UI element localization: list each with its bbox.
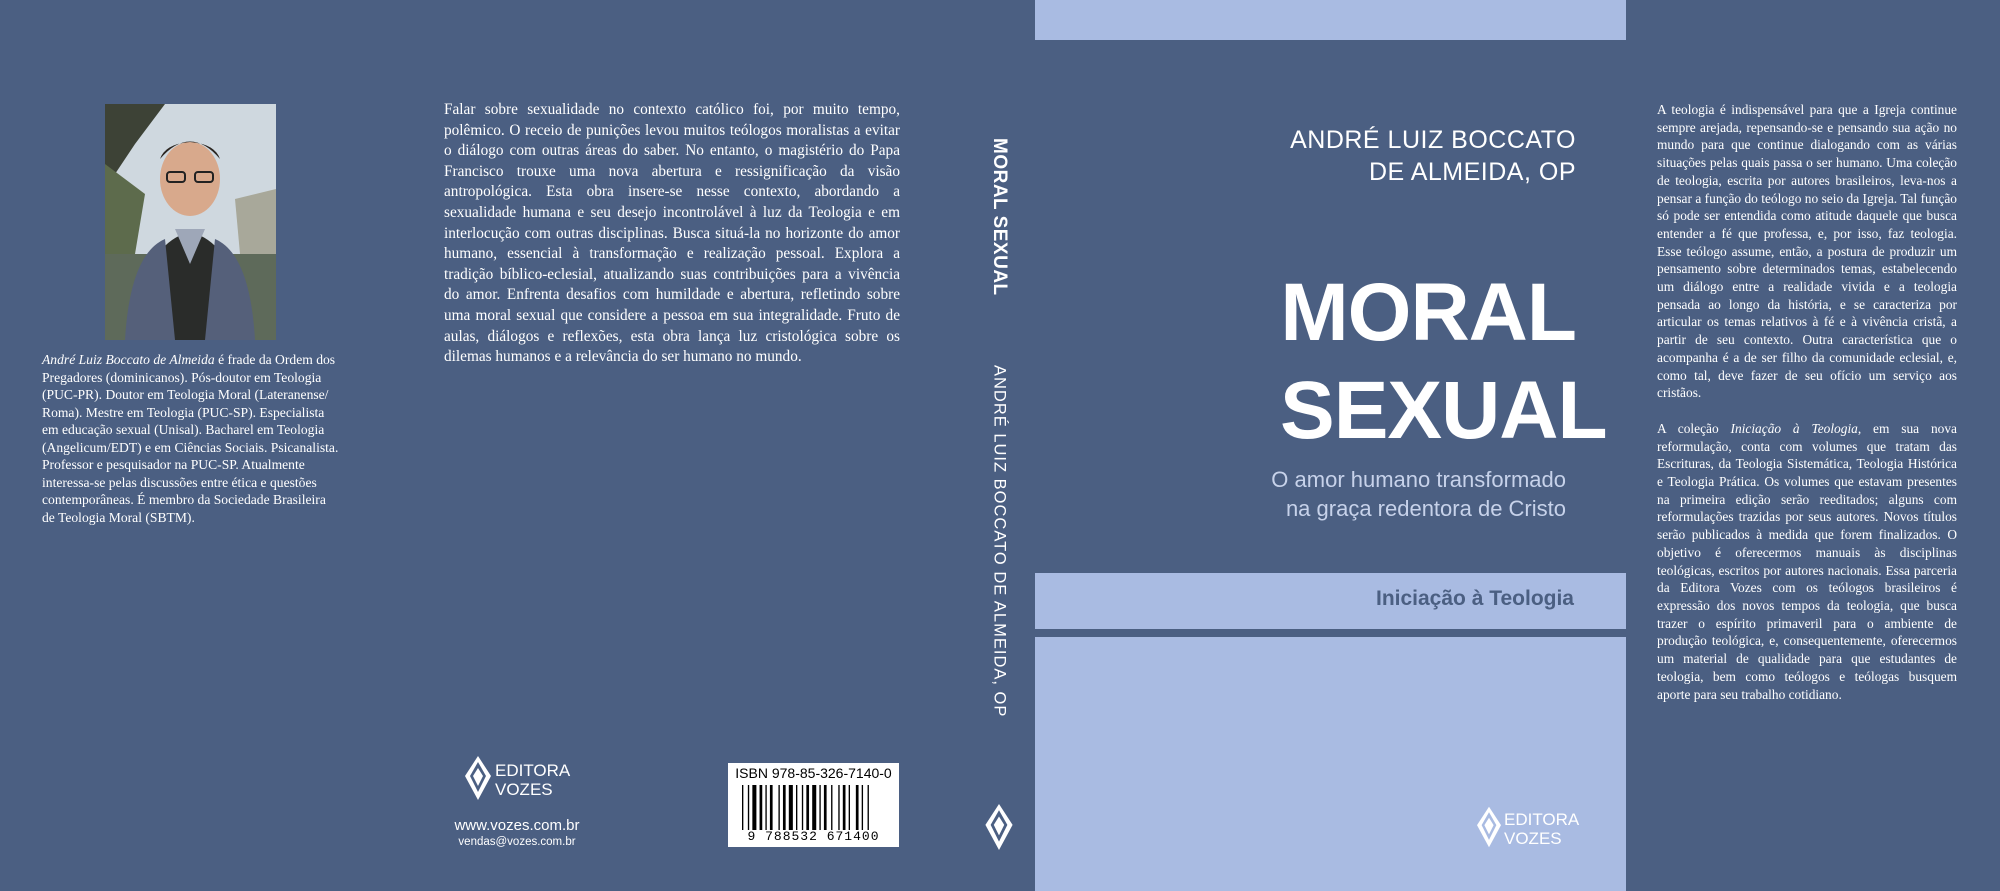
barcode-bar <box>796 785 797 830</box>
barcode-bar <box>752 785 756 830</box>
author-photo <box>105 104 276 340</box>
isbn-label: ISBN 978-85-326-7140-0 <box>735 765 892 781</box>
spine-title-wrap <box>964 138 1034 398</box>
barcode-number: 9 788532 671400 <box>747 829 880 844</box>
front-author-line1: ANDRÉ LUIZ BOCCATO <box>1290 126 1576 154</box>
flap-p2-end: , em sua nova reformulação, conta com volumes que tratam das Escrituras, da Teologia Sistemática, Teologia Histórica e Teologia Prática. Os volumes que estavam presentes na primeira edição serão reeditados; alguns com reformulações trazidas por seus autores. Novos títulos serão publicados à medida que forem finalizados. O objetivo é oferecermos manuais às disciplinas teológicas, escritos por autores nacionais. Essa parceria da Editora Vozes com os teólogos brasileiros é expressão dos novos tempos da teologia, que busca trazer o espírito primaveril para o ambiente de produção teológica, e, consequentemente, oferecermos um material de qualidade para que estudantes de teologia, bem como teólogos e teólogas busquem aporte para seu trabalho cotidiano. <box>1657 420 1957 702</box>
barcode-bar <box>770 785 773 830</box>
front-subtitle <box>1150 465 1566 523</box>
barcode-bar <box>819 785 820 830</box>
author-bio-name: André Luiz Boccato de Almeida <box>42 352 215 367</box>
barcode-bar <box>812 785 816 830</box>
front-subtitle-line2: na graça redentora de Cristo <box>1285 496 1566 521</box>
author-bio-text: é frade da Ordem dos Pregadores (dominicanos). Pós-doutor em Teologia (PUC-PR). Doutor em Teologia Moral (Lateranense/ Roma). Mestre em Teologia (PUC-SP). Especialista em educação sexual (Unisal). Bacharel em Teologia (Angelicum/EDT) e em Ciências Sociais. Psicanalista. Professor e pesquisador na PUC-SP. Atualmente interessa-se pelas discussões entre ética e questões contemporâneas. É membro da Sociedade Brasileira de Teologia Moral (SBTM). <box>42 352 339 525</box>
front-publisher-line1: EDITORA <box>1504 810 1580 829</box>
spine <box>964 0 1034 891</box>
flap-text <box>1657 101 1957 703</box>
publisher-email[interactable]: vendas@vozes.com.br <box>458 836 576 848</box>
barcode-bars <box>742 785 890 830</box>
publisher-website[interactable]: www.vozes.com.br <box>454 817 580 834</box>
barcode-bar <box>806 785 809 830</box>
flap-paragraph-1: A teologia é indispensável para que a Igreja continue sempre arejada, repensando-se e pensando sua ação no mundo para que continue dialogando com as várias situações pelas quais passa o ser humano. Uma coleção de teologia, escrita por autores brasileiros, leva-nos a pensar a função do teólogo no seio da Igreja. Tal função só pode ser entendida como atitude daquele que busca entender a fé que professa, e, por isso, faz teologia. Esse teólogo assume, então, a postura de produzir um pensamento sobre determinados temas, estabelecendo um diálogo entre a realidade vivida e a teologia pensada ao longo da história, e se caracteriza por articular os temas relativos à fé e à vivência cristã, a partir de seu contexto. Outra característica que o acompanha é a de ser filho da comunidade eclesial, e, como tal, deve fazer de seu ofício um serviço aos cristãos. <box>1657 102 1957 401</box>
isbn-barcode <box>728 763 899 847</box>
front-title-line2: SEXUAL <box>1280 365 1607 456</box>
barcode-bar <box>760 785 763 830</box>
barcode-bar <box>831 785 832 830</box>
barcode-bar <box>783 785 786 830</box>
front-title <box>1280 264 1607 460</box>
spine-title: MORAL SEXUAL <box>989 138 1010 296</box>
front-publisher-line2: VOZES <box>1504 829 1562 848</box>
publisher-name-line2: VOZES <box>495 780 553 799</box>
barcode-bar <box>824 785 827 830</box>
vozes-logo-icon <box>465 756 491 800</box>
author-bio <box>42 351 340 526</box>
barcode-bar <box>778 785 779 830</box>
series-band <box>1035 573 1626 629</box>
flap-paragraph-2 <box>1657 420 1957 703</box>
vozes-front-logo-icon <box>1477 806 1501 848</box>
front-subtitle-line1: O amor humano transformado <box>1271 467 1566 492</box>
flap-p2-start: A coleção <box>1657 420 1731 436</box>
publisher-name-line1: EDITORA <box>495 761 571 780</box>
barcode-bar <box>862 785 863 830</box>
barcode-bar <box>849 785 850 830</box>
spine-author: ANDRÉ LUIZ BOCCATO DE ALMEIDA, OP <box>990 365 1009 718</box>
barcode-bar <box>856 785 859 830</box>
back-cover-blurb: Falar sobre sexualidade no contexto católico foi, por muito tempo, polêmico. O receio de punições levou muitos teólogos moralistas a evitar o diálogo com outras áreas do saber. No entanto, o magistério do Papa Francisco trouxe uma nova abertura e ressignificação da visão antropológica. Esta obra insere-se nesse contexto, abordando a sexualidade humana e seu desejo incontrolável à luz da Teologia e em interlocução com outras disciplinas. Busca situá-la no horizonte do amor humano, essencial à transformação e realização pessoal. Explora a tradição bíblico-eclesial, atualizando suas contribuições para a vivência do amor. Enfrenta desafios com humildade e abertura, refletindo sobre uma moral sexual que considere a pessoa em sua integralidade. Fruto de aulas, diálogos e reflexões, esta obra lança luz cristológica sobre os dilemas humanos e a relevância do ser humano no mundo. <box>444 101 900 366</box>
front-author <box>1200 124 1576 188</box>
front-top-band <box>1035 0 1626 40</box>
flap-p2-series: Iniciação à Teologia <box>1730 420 1858 436</box>
barcode-bar <box>789 785 793 830</box>
barcode-bar <box>742 785 743 830</box>
front-title-line1: MORAL <box>1280 267 1576 358</box>
publisher-logo-front <box>1477 804 1587 852</box>
author-photo-image <box>105 104 276 340</box>
barcode-bar <box>843 785 846 830</box>
barcode-bar <box>838 785 839 830</box>
front-bottom-panel <box>1035 637 1626 891</box>
vozes-spine-logo-icon <box>985 804 1013 850</box>
spine-logo <box>985 804 1013 850</box>
front-author-line2: DE ALMEIDA, OP <box>1368 158 1576 186</box>
barcode-bar <box>765 785 766 830</box>
spine-author-wrap <box>964 365 1034 718</box>
publisher-logo-back <box>465 756 585 804</box>
barcode-bar <box>748 785 749 830</box>
series-label: Iniciação à Teologia <box>1375 587 1574 610</box>
barcode-bar <box>868 785 869 830</box>
barcode-bar <box>802 785 803 830</box>
